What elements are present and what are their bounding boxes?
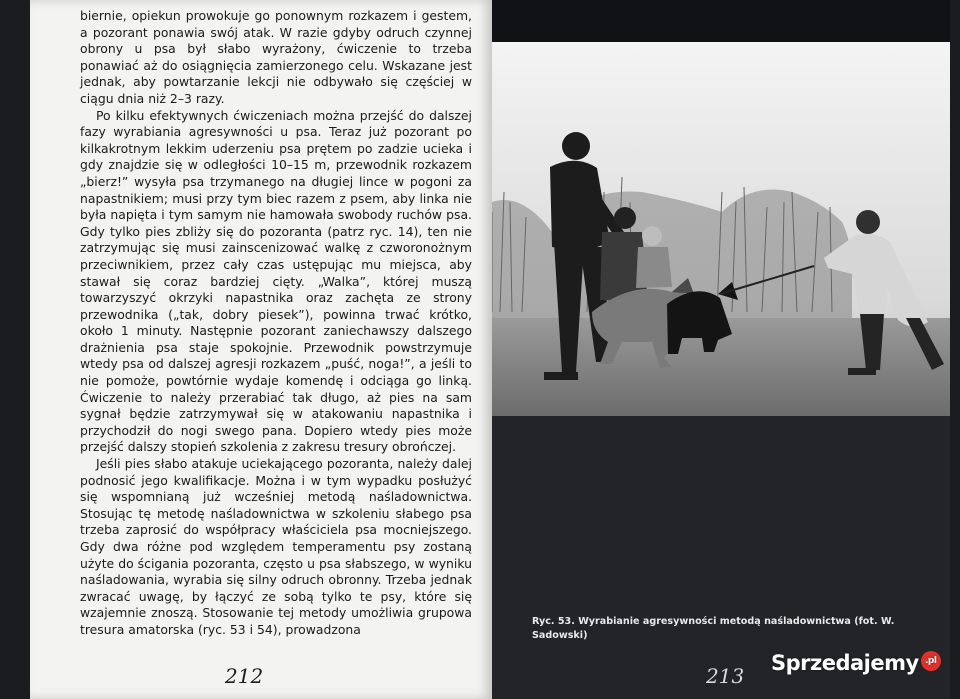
training-photo <box>492 42 950 416</box>
watermark-text: Sprzedajemy <box>771 651 919 675</box>
paragraph-1: biernie, opiekun prowokuje go ponownym rozkazem i gestem, a pozorant ponawia swój atak. W razie gdyby odruch czynnej obrony u psa był słabo wyrażony, ćwiczenie to trzeba ponawiać aż do osiągnięcia zamierzonego celu. Wskazane jest jednak, aby powtarzanie lekcji nie odbywało się częściej w ciągu dnia niż 2–3 razy. <box>80 8 472 106</box>
page-number-left: 212 <box>225 664 264 688</box>
page-number-right: 213 <box>706 664 745 688</box>
paragraph-2: Po kilku efektywnych ćwiczeniach można przejść do dalszej fazy wyrabiania agresywności u psa. Teraz już pozorant po kilkakrotnym lekkim uderzeniu psa prętem po zadzie ucieka i gdy znajdzie się w odległości 10–15 m, przewodnik rozkazem „bierz!” wysyła psa trzymanego na długiej lince w pogoni za napastnikiem; musi przy tym biec razem z psem, aby linka nie była napięta i tym samym nie hamowała swobody ruchów psa. Gdy tylko pies zbliży się do pozoranta (patrz ryc. 14), ten nie zatrzymując się musi zainscenizować walkę z czworonożnym przeciwnikiem, przez cały czas ustępując mu miejsca, aby stawał się coraz bardziej cięty. „Walka”, której muszą towarzyszyć okrzyki napastnika oraz zachęta ze strony przewodnika („tak, dobry piesek”), powinna trwać krótko, około 1 minuty. Następnie pozorant zaniechawszy dalszego drażnienia psa staje spokojnie. Przewodnik powstrzymuje wtedy psa od dalszej agresji rozkazem „puść, noga!”, a jeśli to nie pomoże, powtórnie wydaje komendę i odciąga go linką. Ćwiczenie to należy przerabiać tak długo, aż pies na sam sygnał będzie zatrzymywał się w atakowaniu napastnika i przychodził do nogi swego pana. Dopiero wtedy pies może przejść dalszy stopień szkolenia z zakresu tresury obrończej. <box>80 107 472 455</box>
left-page <box>30 0 492 699</box>
right-page <box>492 0 950 699</box>
sprzedajemy-watermark <box>771 651 941 675</box>
watermark-badge-icon: .pl <box>921 651 941 671</box>
body-text <box>80 8 472 639</box>
paragraph-3: Jeśli pies słabo atakuje uciekającego pozoranta, należy dalej podnosić jego kwalifikacje. Można i w tym wypadku posłużyć się wspomnianą już wcześniej metodą naśladownictwa. Stosując tę metodę naśladownictwa w szkoleniu słabego psa trzeba zaprosić do współpracy właściciela psa mocniejszego. Gdy dwa różne pod względem temperamentu psy zostaną użyte do ścigania pozoranta, często u psa słabszego, w wyniku naśladowania, wyrabia się silny odruch obronny. Trzeba jednak zwracać uwagę, by łączyć ze sobą tylko te psy, które się wzajemnie znoszą. Stosowanie tej metody umożliwia grupowa tresura amatorska (ryc. 53 i 54), prowadzona <box>80 456 472 637</box>
photo-caption: Ryc. 53. Wyrabianie agresywności metodą naśladownictwa (fot. W. Sadowski) <box>532 616 895 641</box>
